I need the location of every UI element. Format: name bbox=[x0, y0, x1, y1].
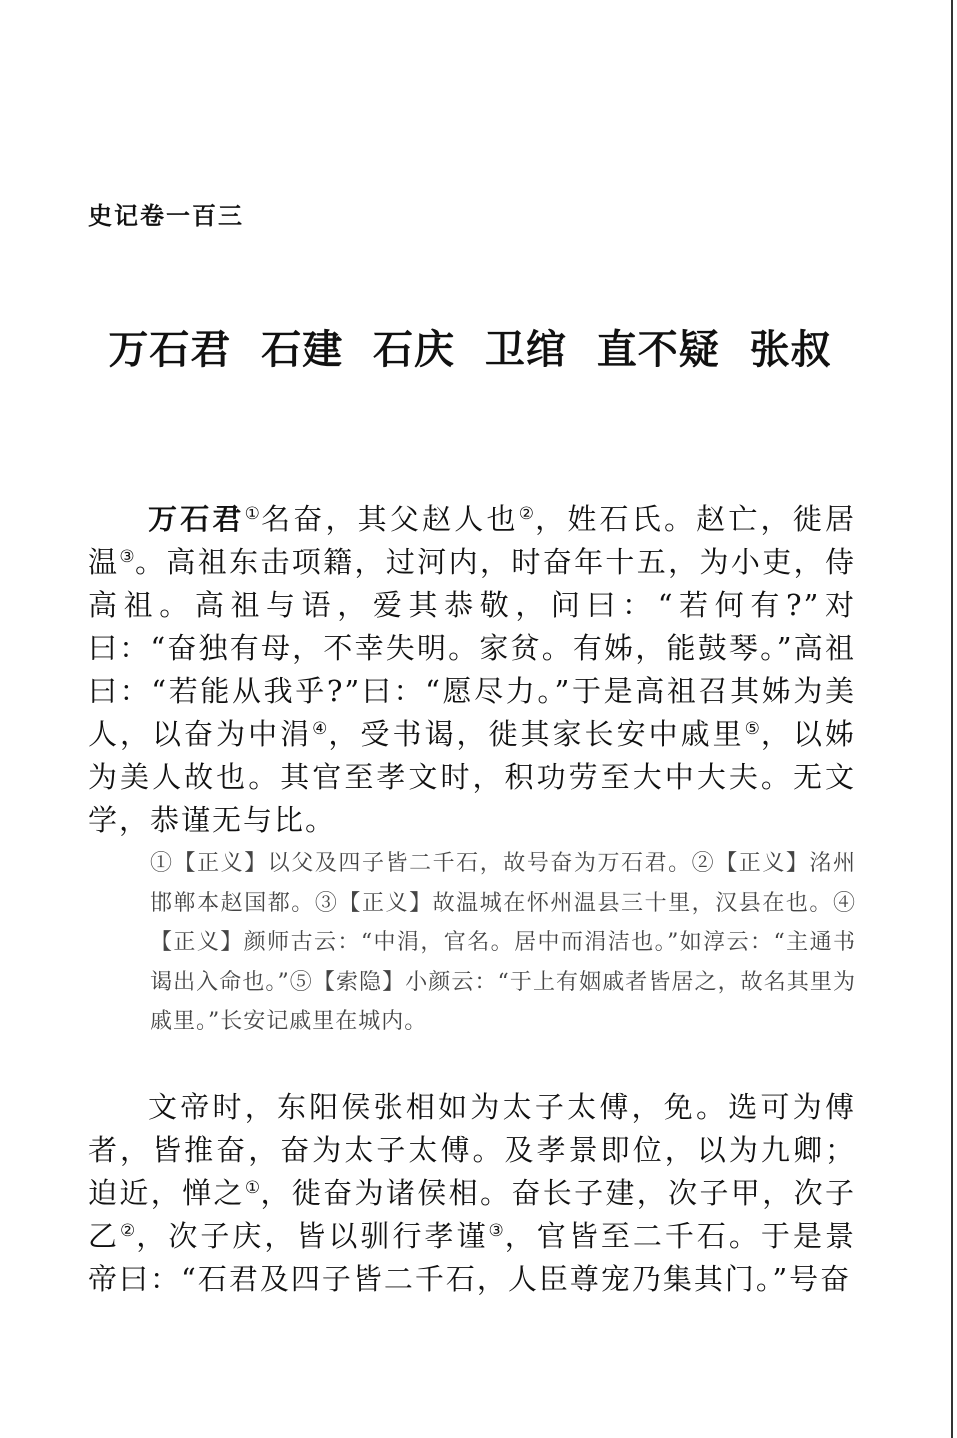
annotation-notes: ①【正义】以父及四子皆二千石，故号奋为万石君。②【正义】洺州邯郸本赵国都。③【正义】故温城在怀州温县三十里，汉县在也。④【正义】颜师古云：“中涓，官名。居中而涓洁也。”如淳云：“主通书谒出入命也。”⑤【索隐】小颜云：“于上有姻戚者皆居之，故名其里为戚里。”长安记戚里在城内。 bbox=[150, 851, 856, 1034]
text-run: ，受书谒，徙其家长安中戚里 bbox=[328, 717, 745, 751]
lead-name: 万石君 bbox=[148, 502, 245, 536]
text-run: ，姓石氏。赵亡，徙居温 bbox=[88, 502, 856, 579]
note-ref: ⑤ bbox=[744, 719, 761, 739]
text-run: ，徙奋为诸侯相。奋长子建，次子甲，次子乙 bbox=[88, 1176, 856, 1253]
text-run: 名奋，其父赵人也 bbox=[261, 502, 519, 536]
text-run: ，官皆至二千石。于是景帝曰：“石君及四子皆二千石，人臣尊宠乃集其门。”号奋 bbox=[88, 1219, 856, 1296]
text-run: 。高祖东击项籍，过河内，时奋年十五，为小吏，侍高祖。高祖与语，爱其恭敬，问曰：“若何有?”对曰：“奋独有母，不幸失明。家贫。有姊，能鼓琴。”高祖曰：“若能从我乎?”曰：“愿尽力。”于是高祖召其姊为美人，以奋为中涓 bbox=[88, 545, 856, 751]
paragraph-2-text bbox=[88, 1086, 856, 1301]
page-edge-rule bbox=[951, 0, 953, 1438]
paragraph-1-text bbox=[88, 498, 856, 842]
note-ref: ② bbox=[120, 1221, 137, 1241]
note-ref: ② bbox=[518, 504, 536, 524]
note-ref: ③ bbox=[119, 547, 135, 567]
paragraph-1 bbox=[88, 498, 856, 842]
text-run: ，次子庆，皆以驯行孝谨 bbox=[136, 1219, 489, 1253]
note-ref: ③ bbox=[488, 1221, 505, 1241]
note-ref: ① bbox=[244, 1178, 261, 1198]
paragraph-2 bbox=[88, 1086, 856, 1301]
text-run: ，以姊为美人故也。其官至孝文时，积功劳至大中大夫。无文学，恭谨无与比。 bbox=[88, 717, 856, 837]
note-ref: ① bbox=[244, 504, 262, 524]
note-ref: ④ bbox=[312, 719, 329, 739]
running-head: 史记卷一百三 bbox=[88, 202, 244, 230]
text-run: 文帝时，东阳侯张相如为太子太傅，免。选可为傅者，皆推奋，奋为太子太傅。及孝景即位，以为九卿；迫近，惮之 bbox=[88, 1090, 856, 1210]
chapter-title: 万石君 石建 石庆 卫绾 直不疑 张叔 bbox=[108, 326, 832, 373]
